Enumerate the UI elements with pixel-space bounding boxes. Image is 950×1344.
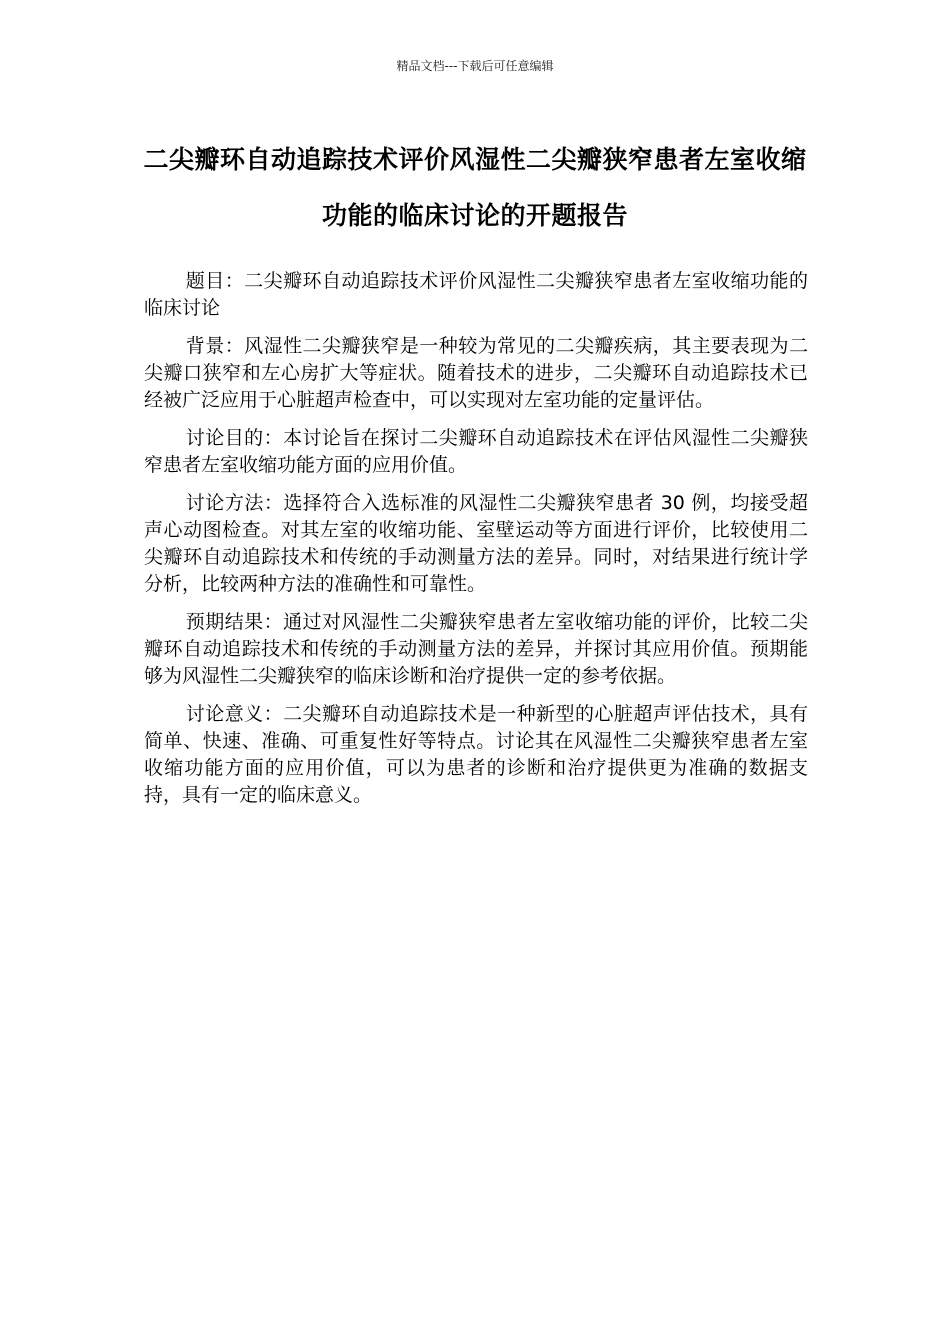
paragraph-purpose: 讨论目的：本讨论旨在探讨二尖瓣环自动追踪技术在评估风湿性二尖瓣狭窄患者左室收缩功能方面的应用价值。	[144, 427, 808, 476]
paragraph-method: 讨论方法：选择符合入选标准的风湿性二尖瓣狭窄患者 30 例，均接受超声心动图检查。对其左室的收缩功能、室壁运动等方面进行评价，比较使用二尖瓣环自动追踪技术和传统的手动测量方法的差异。同时，对结果进行统计学分析，比较两种方法的准确性和可靠性。	[144, 492, 808, 595]
document-body	[144, 268, 808, 820]
paragraph-significance: 讨论意义：二尖瓣环自动追踪技术是一种新型的心脏超声评估技术，具有简单、快速、准确、可重复性好等特点。讨论其在风湿性二尖瓣狭窄患者左室收缩功能方面的应用价值，可以为患者的诊断和治疗提供更为准确的数据支持，具有一定的临床意义。	[144, 703, 808, 806]
paragraph-background: 背景：风湿性二尖瓣狭窄是一种较为常见的二尖瓣疾病，其主要表现为二尖瓣口狭窄和左心房扩大等症状。随着技术的进步，二尖瓣环自动追踪技术已经被广泛应用于心脏超声检查中，可以实现对左室功能的定量评估。	[144, 335, 808, 411]
paragraph-expected-results: 预期结果：通过对风湿性二尖瓣狭窄患者左室收缩功能的评价，比较二尖瓣环自动追踪技术和传统的手动测量方法的差异，并探讨其应用价值。预期能够为风湿性二尖瓣狭窄的临床诊断和治疗提供一定的参考依据。	[144, 611, 808, 687]
document-title: 二尖瓣环自动追踪技术评价风湿性二尖瓣狭窄患者左室收缩功能的临床讨论的开题报告	[143, 145, 807, 230]
page-header: 精品文档---下载后可任意编辑	[396, 59, 554, 73]
paragraph-topic: 题目：二尖瓣环自动追踪技术评价风湿性二尖瓣狭窄患者左室收缩功能的临床讨论	[144, 270, 808, 319]
